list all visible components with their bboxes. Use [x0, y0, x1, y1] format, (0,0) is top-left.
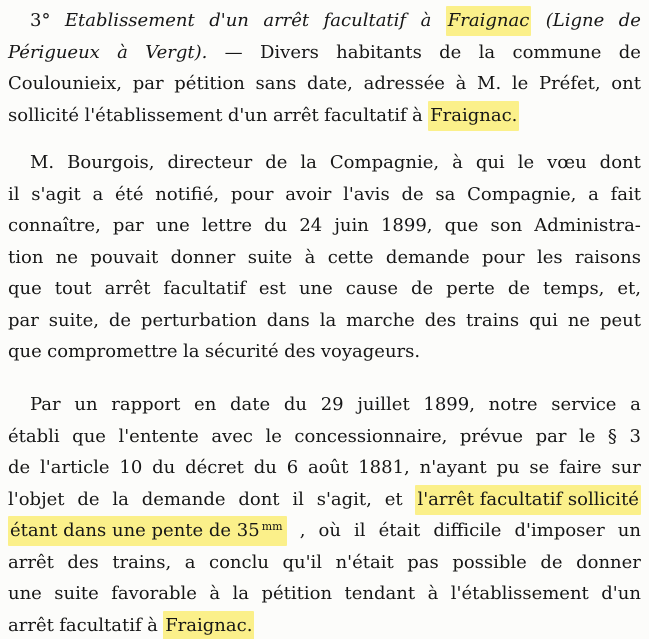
word: difficile [433, 520, 502, 541]
word: de [108, 309, 132, 331]
word: adressée [363, 73, 445, 94]
word: s'agit [31, 183, 81, 205]
word: par [132, 73, 164, 94]
word: M. [477, 73, 502, 94]
word: 1881, [358, 457, 410, 478]
word: de [265, 152, 288, 173]
word: la [182, 341, 200, 362]
word: Périgueux [8, 41, 100, 63]
word: le [265, 425, 282, 447]
word: l'établissement [450, 583, 589, 604]
word: dans [266, 309, 310, 331]
word: de [618, 10, 641, 31]
word: voyageurs. [320, 341, 421, 362]
word: suite [54, 583, 99, 604]
word: établi [8, 425, 60, 447]
word: demande [141, 488, 226, 510]
word: 6 [286, 457, 299, 478]
word: facultatif [323, 10, 407, 31]
word: de [439, 41, 462, 63]
word: était [378, 520, 421, 541]
word: de [8, 457, 31, 478]
word: commune [512, 41, 602, 63]
word: des [67, 551, 99, 573]
word: donner [170, 246, 236, 268]
word: ne [567, 309, 591, 331]
word: service [551, 394, 617, 415]
word: des [424, 309, 457, 331]
word: demande [385, 246, 470, 268]
word: Bourgois, [67, 152, 155, 173]
word: arrêt [272, 104, 319, 126]
word: 24 [299, 215, 323, 236]
text-line [8, 274, 641, 304]
word: par [8, 309, 39, 331]
word: sans [255, 73, 297, 94]
highlighted-text: l'arrêt facultatif sollicité [415, 485, 640, 515]
word: dont [599, 152, 641, 173]
word: août [307, 457, 349, 478]
text-line [8, 422, 641, 452]
word: la [232, 583, 250, 604]
word: d'un [601, 583, 641, 604]
word: l'établissement [84, 104, 223, 126]
word: qui [529, 309, 558, 331]
word: Coulounieix, [8, 73, 123, 94]
word: sollicité [8, 104, 80, 126]
word: 3 [629, 425, 641, 447]
word: de [401, 183, 424, 205]
word: par [535, 425, 567, 447]
word: prévue [459, 425, 524, 447]
text-line [8, 453, 641, 483]
word: cause [345, 278, 399, 299]
word: il [292, 488, 304, 510]
word: il [8, 183, 20, 205]
word: à [209, 583, 221, 604]
word: notre [488, 394, 538, 415]
word: sur [611, 457, 641, 478]
highlighted-superscript: mm [261, 520, 283, 533]
text-line [8, 337, 641, 367]
highlighted-text: Fraignac. [428, 101, 519, 131]
word: possible [452, 551, 527, 573]
text-line [8, 579, 641, 609]
word: il [354, 520, 366, 541]
word: faire [559, 457, 602, 478]
word: par [112, 215, 144, 236]
word: rapport [111, 394, 181, 415]
word: facultatif [59, 614, 142, 636]
word: de [411, 278, 434, 299]
word: § [607, 425, 617, 447]
word: pour [482, 246, 525, 268]
word: date, [307, 73, 353, 94]
word: arrêt [8, 614, 54, 636]
word: facultatif [163, 278, 246, 299]
word: tendant [344, 583, 416, 604]
word: ont [611, 73, 641, 94]
word: pour [230, 183, 274, 205]
word: en [194, 394, 217, 415]
word: l'avis [343, 183, 390, 205]
word: , [299, 520, 306, 541]
word: 3° [30, 10, 51, 31]
word: à [452, 152, 463, 173]
word: Compagnie, [329, 152, 440, 173]
word: sécurité [204, 341, 279, 362]
word: le [578, 425, 596, 447]
word: vœu [547, 152, 587, 173]
word: peut [599, 309, 641, 331]
text-line [8, 101, 641, 131]
word: Préfet, [538, 73, 601, 94]
word: Administra- [534, 215, 641, 236]
word: connaître, [8, 215, 101, 236]
word: sa [435, 183, 456, 205]
word: s'agit, [316, 488, 372, 510]
word: a [588, 183, 599, 205]
word: a [92, 183, 104, 205]
word: du [264, 215, 288, 236]
word: de [540, 551, 563, 573]
word: n'ayant [419, 457, 487, 478]
text-line [8, 548, 641, 578]
word: trains, [112, 551, 172, 573]
word: été [114, 183, 144, 205]
word: une [298, 278, 333, 299]
word: que [72, 425, 106, 447]
word: l'objet [8, 488, 65, 510]
word: d'un [209, 10, 249, 31]
word: a [630, 394, 641, 415]
word: juillet [357, 394, 410, 415]
word: Vergt). [145, 41, 208, 63]
word: tion [8, 246, 44, 268]
word: son [490, 215, 523, 236]
word: pu [496, 457, 520, 478]
word: arrêt [104, 278, 151, 299]
word: à [117, 41, 128, 63]
word: pas [407, 551, 439, 573]
word: le [517, 152, 535, 173]
word: que [8, 278, 42, 299]
word: notifié, [155, 183, 220, 205]
word: donner [576, 551, 641, 573]
word: la [300, 152, 317, 173]
word: du [152, 457, 176, 478]
word: ne [55, 246, 79, 268]
word: M. [30, 152, 55, 173]
word: qui [475, 152, 505, 173]
highlighted-text: Fraignac. [163, 611, 254, 639]
word: une [8, 583, 42, 604]
word: conclu [209, 551, 269, 573]
word: pétition [174, 73, 245, 94]
word: raisons [574, 246, 641, 268]
word: Compagnie, [467, 183, 577, 205]
word: arrêt [263, 10, 310, 31]
word: se [529, 457, 550, 478]
text-line [8, 243, 641, 273]
word: marche [346, 309, 415, 331]
word: suite [247, 246, 293, 268]
word: décret [185, 457, 244, 478]
word: la [478, 41, 496, 63]
text-line [8, 611, 641, 639]
word: avec [211, 425, 253, 447]
text-line [8, 211, 641, 241]
word: lettre [201, 215, 252, 236]
word: perturbation [140, 309, 257, 331]
word: l'article [40, 457, 110, 478]
word: à [304, 246, 316, 268]
word: le [511, 73, 529, 94]
word: l'entente [118, 425, 199, 447]
word: 29 [320, 394, 344, 415]
word: un [617, 520, 641, 541]
text-line [30, 148, 641, 178]
word: arrêt [8, 551, 54, 573]
word: un [74, 394, 98, 415]
word: de [507, 278, 530, 299]
word: date [230, 394, 271, 415]
word: des [284, 341, 316, 362]
word: du [253, 457, 277, 478]
word: et, [617, 278, 641, 299]
text-line [8, 38, 641, 68]
word: pétition [261, 583, 333, 604]
word: une [155, 215, 190, 236]
word: 1899, [380, 215, 433, 236]
word: Par [30, 394, 61, 415]
text-line [30, 390, 641, 420]
word: n'était [335, 551, 394, 573]
word: la [319, 309, 337, 331]
word: avoir [285, 183, 332, 205]
word: temps, [542, 278, 605, 299]
word: du [283, 394, 307, 415]
word: habitants [336, 41, 422, 63]
word: tout [54, 278, 92, 299]
word: (Ligne [545, 10, 605, 31]
text-line [30, 6, 641, 36]
word: où [318, 520, 341, 541]
word: d'imposer [514, 520, 605, 541]
word: pouvait [90, 246, 159, 268]
word: Etablissement [64, 10, 195, 31]
word: — [224, 41, 243, 63]
text-line [8, 69, 641, 99]
word: les [536, 246, 563, 268]
word: que [444, 215, 479, 236]
word: concessionnaire, [294, 425, 448, 447]
word: de [77, 488, 100, 510]
word: compromettre [47, 341, 178, 362]
text-line [8, 516, 641, 546]
word: fait [610, 183, 641, 205]
word: trains [466, 309, 520, 331]
word: directeur [167, 152, 253, 173]
word: juin [334, 215, 369, 236]
highlighted-text: Fraignac [446, 6, 532, 36]
word: à [412, 104, 423, 126]
word: et [384, 488, 403, 510]
word: favorable [111, 583, 197, 604]
word: à [147, 614, 158, 636]
word: que [8, 341, 42, 362]
word: cette [327, 246, 374, 268]
word: d'un [227, 104, 268, 126]
word: a [184, 551, 196, 573]
word: suite, [48, 309, 99, 331]
word: à [427, 583, 439, 604]
highlighted-text: étant dans une pente de 35 $^{mm}$ [8, 516, 287, 546]
word: facultatif [324, 104, 407, 126]
word: qu'il [282, 551, 323, 573]
word: 1899, [423, 394, 475, 415]
word: est [258, 278, 286, 299]
text-line [8, 306, 641, 336]
word: à [455, 73, 467, 94]
word: perte [446, 278, 495, 299]
word: de [618, 41, 641, 63]
word: dont [238, 488, 280, 510]
word: Divers [259, 41, 319, 63]
text-line [8, 180, 641, 210]
word: 10 [119, 457, 143, 478]
word: à [420, 10, 432, 31]
text-line [8, 485, 641, 515]
word: la [112, 488, 129, 510]
